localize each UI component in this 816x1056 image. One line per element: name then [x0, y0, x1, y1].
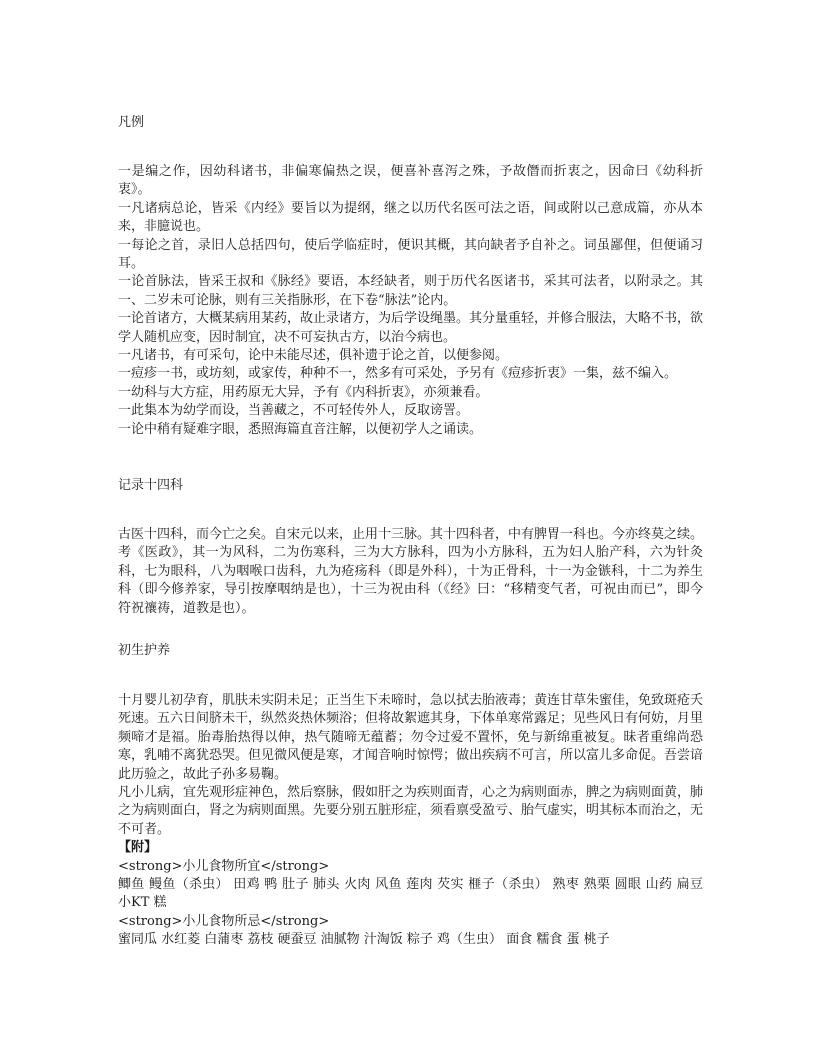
avoid-foods-heading: <strong>小儿食物所忌</strong> [118, 913, 330, 929]
section-heading-newborn-care: 初生护养 [118, 643, 171, 658]
newborn-care-body [118, 692, 703, 950]
paragraph: 一痘疹一书，或坊刻，或家传，种种不一，然多有可采处，予另有《痘疹折衷》一集，兹不编入。 [118, 366, 678, 382]
section-heading-fourteen-departments: 记录十四科 [118, 478, 184, 493]
avoid-foods-list: 蜜同瓜 水红菱 白蒲枣 荔枝 硬蚕豆 油腻物 汁淘饭 粽子 鸡（生虫） 面食 糯食 蛋 桃子 [118, 932, 610, 948]
section-heading-fanli: 凡例 [118, 115, 145, 130]
paragraph: 一论中稍有疑难字眼，悉照海篇直音注解，以便初学人之诵读。 [118, 421, 483, 437]
paragraph: 一凡诸病总论，皆采《内经》要旨以为提纲，继之以历代名医可法之语，间或附以己意成篇，亦从本来，非臆说也。 [118, 200, 703, 235]
paragraph: 凡小儿病，宜先观形症神色，然后察脉，假如肝之为疾则面青，心之为病则面赤，脾之为病则面黄，肺之为病则面白，肾之为病则面黑。先要分别五脏形症，须看禀受盈亏、胎气虚实，明其标本而治之，无不可者。 [118, 785, 704, 837]
suitable-foods-list: 鲫鱼 鳗鱼（杀虫） 田鸡 鸭 肚子 肺头 火肉 风鱼 莲肉 芡实 榧子（杀虫） 熟枣 熟栗 圆眼 山药 扁豆 小KT 糕 [118, 877, 703, 911]
paragraph: 十月婴儿初孕育，肌肤未实阴未足；正当生下未啼时，急以拭去胎液毒；黄连甘草朱蜜佳，免致斑疮夭死速。五六日间脐未干，纵然炎热休频浴；但将故絮遮其身，下体单寒常露足；见些风日有何妨，月里频啼才是福。胎毒胎热得以伸，热气随啼无蕴蓄；勿令过爱不置怀，免与新绵重被复。昧者重绵尚恐寒，乳哺不离犹恐哭。但见微风便是寒，才闻音响时惊愕；做出疾病不可言，所以富儿多命促。吾尝谙此历验之，故此子孙多易鞠。 [118, 693, 704, 782]
suitable-foods-heading: <strong>小儿食物所宜</strong> [118, 858, 330, 874]
fourteen-departments-body [118, 526, 703, 618]
appendix-label: 【附】 [118, 840, 158, 856]
paragraph: 古医十四科，而今亡之矣。自宋元以来，止用十三脉。其十四科者，中有脾胃一科也。今亦终莫之续。考《医政》，其一为风科，二为伤寒科，三为大方脉科，四为小方脉科，五为妇人胎产科，六为针灸科，七为眼科，八为咽喉口齿科，九为疮疡科（即是外科），十为正骨科，十一为金镞科，十二为养生科（即今修养家，导引按摩咽纳是也），十三为祝由科（《经》曰：“移精变气者，可祝由而已”，即今符祝禳祷，道教是也）。 [118, 527, 704, 616]
paragraph: 一此集本为幼学而设，当善藏之，不可轻传外人，反取谤詈。 [118, 403, 470, 419]
paragraph: 一每论之首，录旧人总括四句，使后学临症时，便识其概，其向缺者予自补之。词虽鄙俚，但便诵习耳。 [118, 237, 703, 272]
paragraph: 一是编之作，因幼科诸书，非偏寒偏热之误，便喜补喜泻之殊，予故僭而折衷之，因命曰《幼科折衷》。 [118, 164, 703, 198]
fanli-body [118, 163, 703, 439]
paragraph: 一论首诸方，大概某病用某药，故止录诸方，为后学设绳墨。其分量重轻，并修合服法，大略不书，欲学人随机应变，因时制宜，决不可妄执古方，以治今病也。 [118, 311, 704, 345]
paragraph: 一凡诸书，有可采句，论中未能尽述，俱补遗于论之首，以便参阅。 [118, 348, 509, 364]
paragraph: 一幼科与大方症，用药原无大异，予有《内科折衷》，亦须兼看。 [118, 384, 489, 400]
paragraph: 一论首脉法，皆采王叔和《脉经》要语，本经缺者，则于历代名医诸书，采其可法者，以附录之。其一、二岁未可论脉，则有三关指脉形，在下卷“脉法”论内。 [118, 274, 703, 308]
